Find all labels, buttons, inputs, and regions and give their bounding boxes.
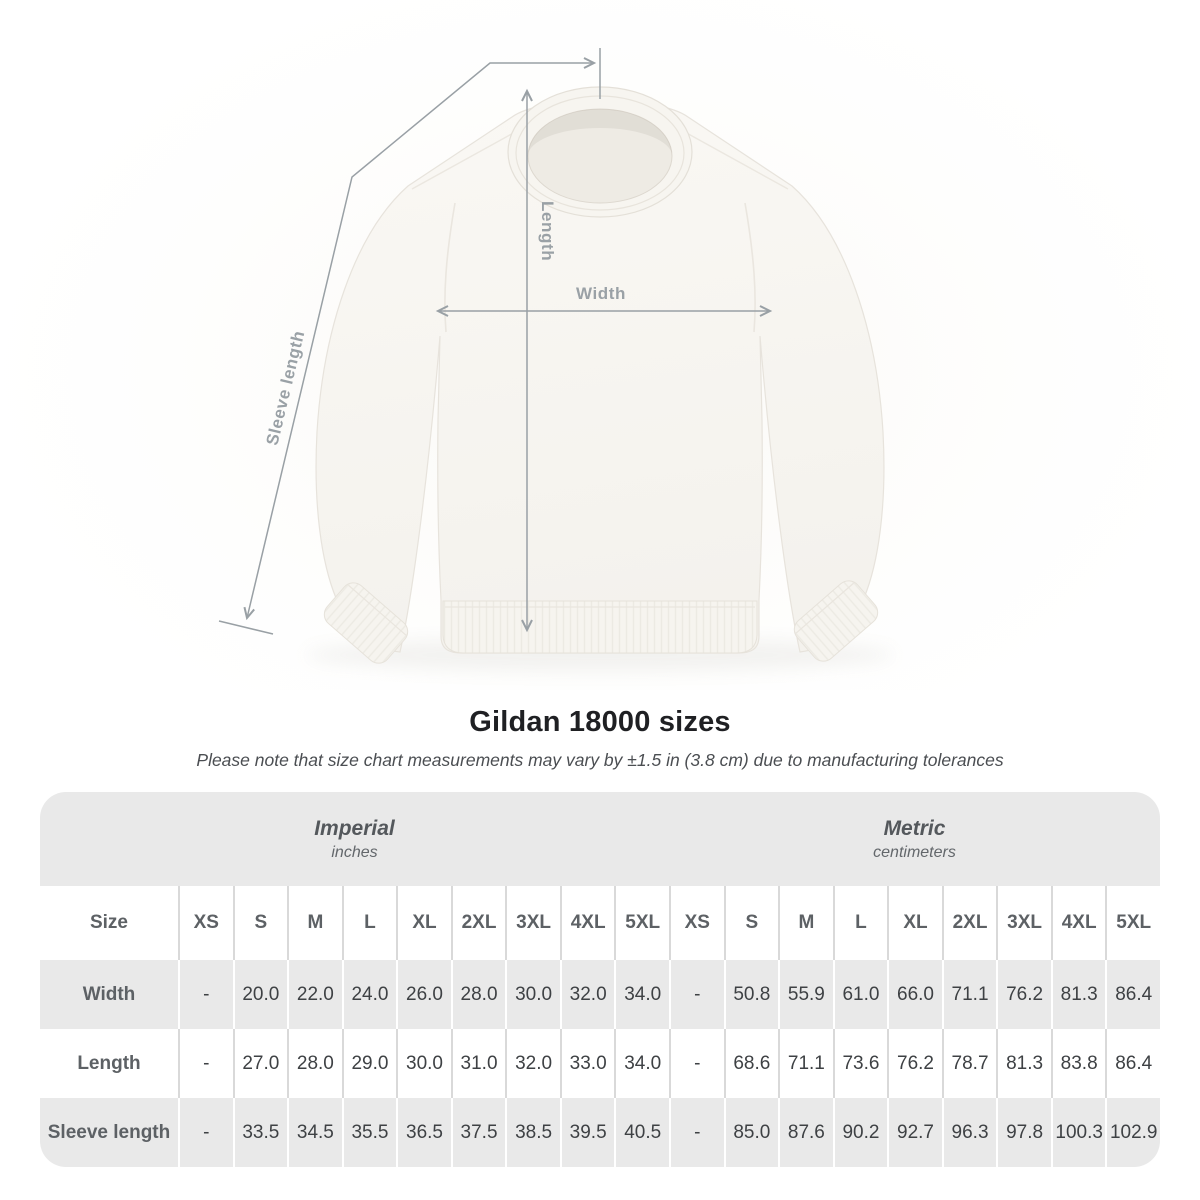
units-header-row <box>40 792 1160 886</box>
tolerance-note: Please note that size chart measurements may vary by ±1.5 in (3.8 cm) due to manufacturing tolerances <box>196 750 1004 770</box>
metric-unit: centimeters <box>873 843 956 861</box>
value-cell: 100.3 <box>1051 1098 1106 1167</box>
size-col-header: S <box>233 886 288 960</box>
size-col-header: 5XL <box>1105 886 1160 960</box>
size-grid <box>40 886 1160 1167</box>
size-col-header: 3XL <box>505 886 560 960</box>
value-cell: 33.0 <box>560 1029 615 1098</box>
value-cell: 73.6 <box>833 1029 888 1098</box>
value-cell: 78.7 <box>942 1029 997 1098</box>
value-cell: 30.0 <box>396 1029 451 1098</box>
value-cell: 83.8 <box>1051 1029 1106 1098</box>
value-cell: 38.5 <box>505 1098 560 1167</box>
measurement-row <box>40 1029 1160 1098</box>
value-cell: 66.0 <box>887 960 942 1029</box>
value-cell: 27.0 <box>233 1029 288 1098</box>
row-label: Length <box>77 1052 141 1074</box>
size-column-header: Size <box>89 912 129 933</box>
value-cell: 31.0 <box>451 1029 506 1098</box>
size-col-header: 4XL <box>560 886 615 960</box>
size-col-header: M <box>287 886 342 960</box>
collar <box>508 87 692 217</box>
size-col-header: 3XL <box>996 886 1051 960</box>
value-cell: 81.3 <box>1051 960 1106 1029</box>
value-cell: 55.9 <box>778 960 833 1029</box>
page-title: Gildan 18000 sizes <box>469 706 731 738</box>
value-cell: 22.0 <box>287 960 342 1029</box>
value-cell: 29.0 <box>342 1029 397 1098</box>
value-cell: 86.4 <box>1105 960 1160 1029</box>
size-col-header: M <box>778 886 833 960</box>
value-cell: 24.0 <box>342 960 397 1029</box>
value-cell: - <box>178 960 233 1029</box>
value-cell: 35.5 <box>342 1098 397 1167</box>
value-cell: 68.6 <box>724 1029 779 1098</box>
size-col-header: XL <box>887 886 942 960</box>
measurement-row <box>40 1098 1160 1167</box>
length-measure-label: Length <box>538 201 557 262</box>
value-cell: 50.8 <box>724 960 779 1029</box>
value-cell: 39.5 <box>560 1098 615 1167</box>
value-cell: 86.4 <box>1105 1029 1160 1098</box>
value-cell: 32.0 <box>560 960 615 1029</box>
size-col-header: XL <box>396 886 451 960</box>
value-cell: 28.0 <box>451 960 506 1029</box>
size-col-header: XS <box>178 886 233 960</box>
value-cell: 85.0 <box>724 1098 779 1167</box>
metric-header <box>669 792 1160 886</box>
value-cell: 76.2 <box>996 960 1051 1029</box>
value-cell: 40.5 <box>614 1098 669 1167</box>
value-cell: 87.6 <box>778 1098 833 1167</box>
size-col-header: 2XL <box>942 886 997 960</box>
value-cell: 97.8 <box>996 1098 1051 1167</box>
value-cell: 33.5 <box>233 1098 288 1167</box>
value-cell: 76.2 <box>887 1029 942 1098</box>
imperial-header <box>40 792 669 886</box>
row-label: Width <box>82 983 136 1005</box>
value-cell: 102.9 <box>1105 1098 1160 1167</box>
value-cell: 34.5 <box>287 1098 342 1167</box>
value-cell: 61.0 <box>833 960 888 1029</box>
row-label: Sleeve length <box>47 1121 171 1143</box>
value-cell: 34.0 <box>614 960 669 1029</box>
size-col-header: XS <box>669 886 724 960</box>
value-cell: 20.0 <box>233 960 288 1029</box>
size-col-header: L <box>833 886 888 960</box>
size-col-header: S <box>724 886 779 960</box>
value-cell: 26.0 <box>396 960 451 1029</box>
value-cell: - <box>178 1098 233 1167</box>
size-col-header: 5XL <box>614 886 669 960</box>
cuff-tick <box>219 621 273 634</box>
value-cell: - <box>669 1029 724 1098</box>
size-table <box>40 792 1160 1167</box>
imperial-label: Imperial <box>314 816 395 840</box>
metric-label: Metric <box>883 816 946 840</box>
size-header-row <box>40 886 1160 960</box>
size-col-header: 2XL <box>451 886 506 960</box>
width-measure-label: Width <box>575 284 627 303</box>
value-cell: 30.0 <box>505 960 560 1029</box>
imperial-unit: inches <box>331 843 378 861</box>
value-cell: 92.7 <box>887 1098 942 1167</box>
size-col-header: 4XL <box>1051 886 1106 960</box>
value-cell: - <box>669 960 724 1029</box>
hem-band <box>443 601 757 653</box>
value-cell: 96.3 <box>942 1098 997 1167</box>
size-col-header: L <box>342 886 397 960</box>
measurement-row <box>40 960 1160 1029</box>
value-cell: - <box>178 1029 233 1098</box>
value-cell: 81.3 <box>996 1029 1051 1098</box>
value-cell: 28.0 <box>287 1029 342 1098</box>
value-cell: 90.2 <box>833 1098 888 1167</box>
value-cell: 71.1 <box>778 1029 833 1098</box>
value-cell: 71.1 <box>942 960 997 1029</box>
value-cell: 36.5 <box>396 1098 451 1167</box>
value-cell: 32.0 <box>505 1029 560 1098</box>
sleeve-measure-label: Sleeve length <box>262 328 309 448</box>
value-cell: 37.5 <box>451 1098 506 1167</box>
value-cell: 34.0 <box>614 1029 669 1098</box>
value-cell: - <box>669 1098 724 1167</box>
